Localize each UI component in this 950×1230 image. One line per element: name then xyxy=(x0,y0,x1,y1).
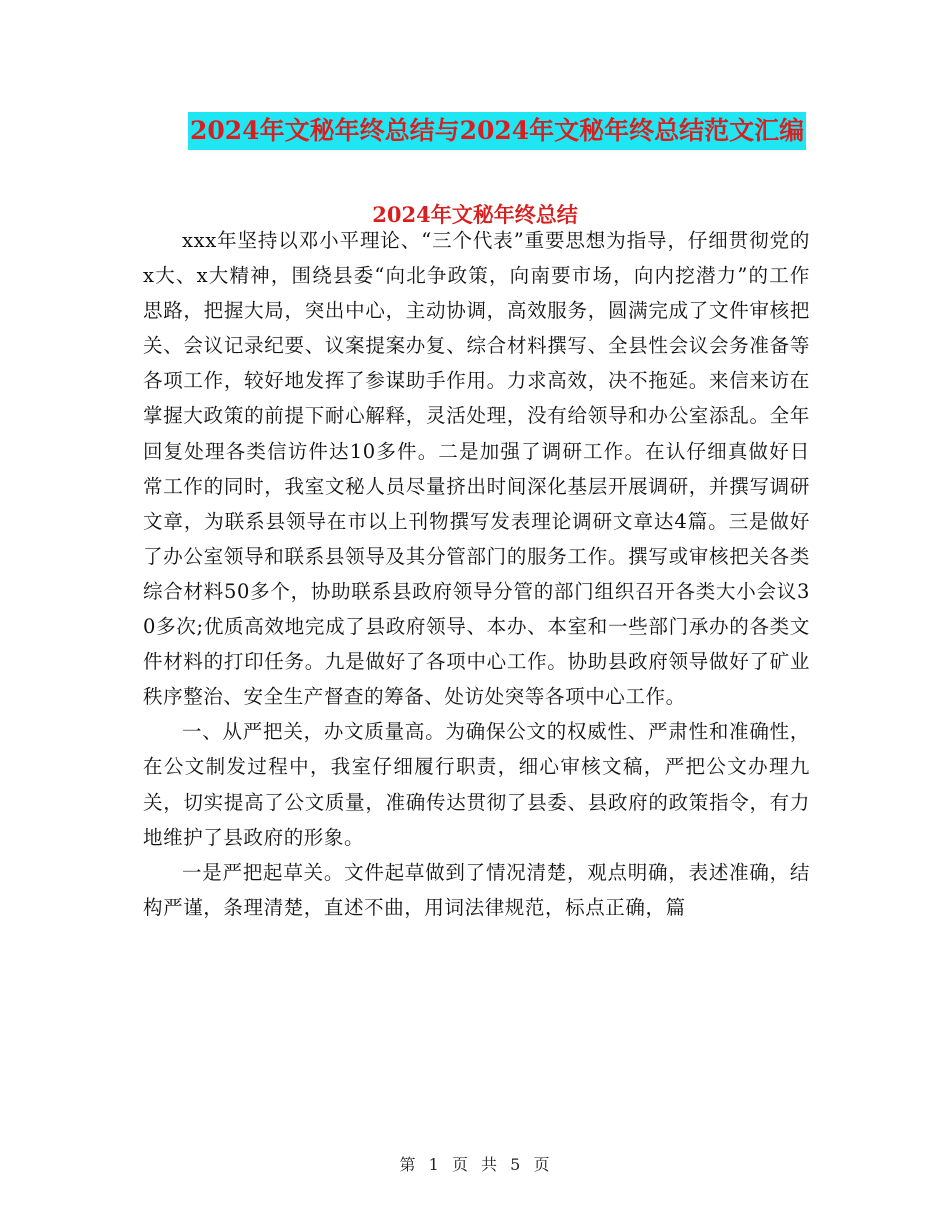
footer-prefix: 第 xyxy=(399,1155,417,1174)
footer-total-prefix: 共 xyxy=(481,1155,499,1174)
document-title xyxy=(186,112,808,150)
footer-page-current: 1 xyxy=(428,1155,440,1174)
footer-suffix: 页 xyxy=(533,1155,551,1174)
document-body xyxy=(143,223,810,925)
footer-page-total: 5 xyxy=(510,1155,522,1174)
paragraph-3: 一是严把起草关。文件起草做到了情况清楚，观点明确，表述准确，结构严谨，条理清楚，直述不曲，用词法律规范，标点正确，篇 xyxy=(143,860,810,919)
document-title-text: 2024年文秘年终总结与2024年文秘年终总结范文汇编 xyxy=(188,112,806,150)
paragraph-1: xxx年坚持以邓小平理论、“三个代表”重要思想为指导，仔细贯彻党的x大、x大精神，围绕县委“向北争政策，向南要市场，向内挖潜力”的工作思路，把握大局，突出中心，主动协调，高效服务，圆满完成了文件审核把关、会议记录纪要、议案提案办复、综合材料撰写、全县性会议会务准备等各项工作，较好地发挥了参谋助手作用。力求高效，决不拖延。来信来访在掌握大政策的前提下耐心解释，灵活处理，没有给领导和办公室添乱。全年回复处理各类信访件达10多件。二是加强了调研工作。在认仔细真做好日常工作的同时，我室文秘人员尽量挤出时间深化基层开展调研，并撰写调研文章，为联系县领导在市以上刊物撰写发表理论调研文章达4篇。三是做好了办公室领导和联系县领导及其分管部门的服务工作。撰写或审核把关各类综合材料50多个，协助联系县政府领导分管的部门组织召开各类大小会议30多次;优质高效地完成了县政府领导、本办、本室和一些部门承办的各类文件材料的打印任务。九是做好了各项中心工作。协助县政府领导做好了矿业秩序整治、安全生产督查的筹备、处访处突等各项中心工作。 xyxy=(143,229,810,709)
paragraph-2: 一、从严把关，办文质量高。为确保公文的权威性、严肃性和准确性，在公文制发过程中，我室仔细履行职责，细心审核文稿，严把公文办理九关，切实提高了公文质量，准确传达贯彻了县委、县政府的政策指令，有力地维护了县政府的形象。 xyxy=(143,720,810,849)
page-footer xyxy=(0,1152,950,1175)
section-title: 2024年文秘年终总结 xyxy=(372,202,578,227)
footer-mid: 页 xyxy=(451,1155,469,1174)
